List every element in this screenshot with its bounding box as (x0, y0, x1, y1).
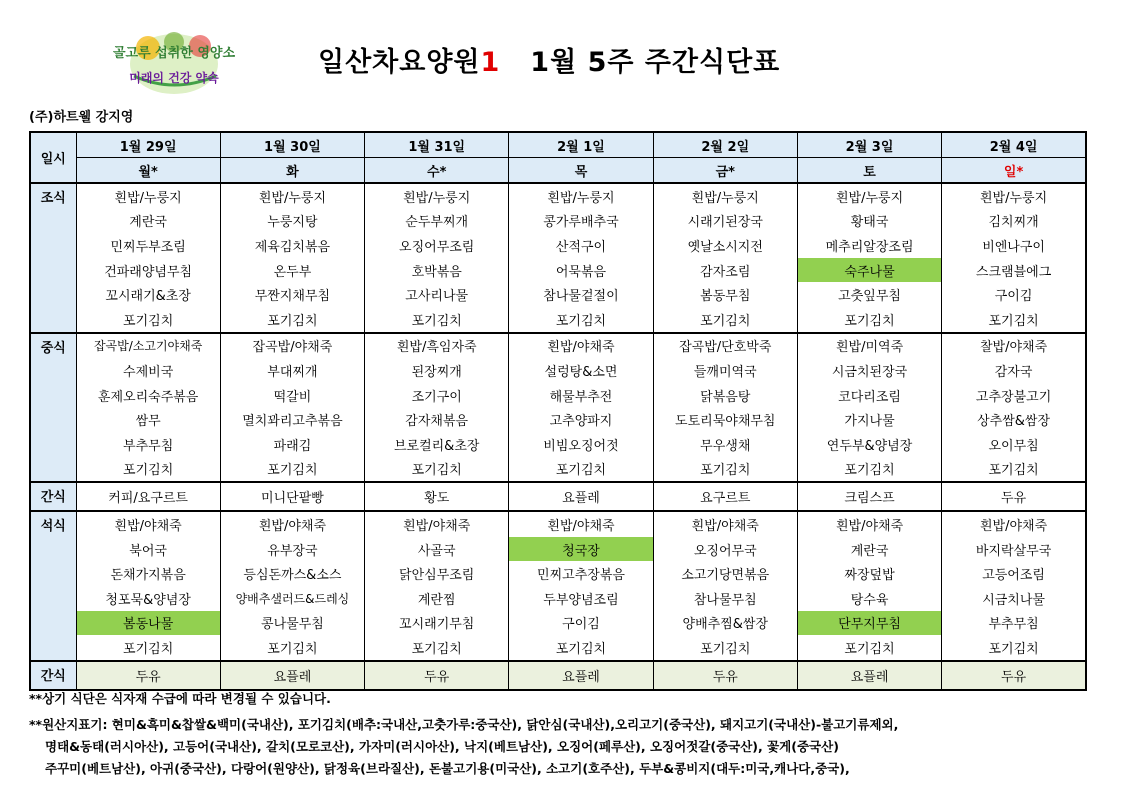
menu-item: 된장찌개 (365, 358, 509, 383)
menu-item: 닭안심무조림 (365, 561, 509, 586)
menu-item: 흰밥/야채죽 (797, 511, 941, 537)
menu-item: 흰밥/야채죽 (76, 511, 220, 537)
menu-item: 포기김치 (797, 457, 941, 483)
breakfast-row (30, 209, 1086, 234)
menu-item: 포기김치 (653, 307, 797, 333)
menu-item: 잡곡밥/단호박죽 (653, 333, 797, 359)
breakfast-row (30, 183, 1086, 209)
menu-item: 흰밥/야채죽 (220, 511, 364, 537)
page-title (318, 40, 780, 79)
menu-item: 돈채가지볶음 (76, 561, 220, 586)
weekday-cell: 수* (365, 158, 509, 184)
menu-item: 꼬시래기&초장 (76, 282, 220, 307)
menu-item: 포기김치 (365, 635, 509, 661)
menu-item: 무짠지채무침 (220, 282, 364, 307)
snack-item: 두유 (76, 661, 220, 690)
lunch-row (30, 358, 1086, 383)
menu-item: 고추장불고기 (942, 383, 1086, 408)
menu-item: 어묵볶음 (509, 258, 653, 283)
date-cell: 2월 4일 (942, 132, 1086, 158)
title-number: 1 (480, 47, 501, 78)
logo-graphic (104, 24, 244, 100)
menu-item: 고사리나물 (365, 282, 509, 307)
menu-item: 감자국 (942, 358, 1086, 383)
note-origin-line-3: 주꾸미(베트남산), 아귀(중국산), 다랑어(원양산), 닭정육(브라질산), 돈불고기용(미국산), 소고기(호주산), 두부&콩비지(대두:미국,캐나다,중국), (45, 761, 850, 776)
menu-item: 떡갈비 (220, 383, 364, 408)
menu-item: 무우생채 (653, 432, 797, 457)
menu-item: 들깨미역국 (653, 358, 797, 383)
menu-item: 포기김치 (76, 635, 220, 661)
snack2-row (30, 661, 1086, 690)
lunch-row (30, 383, 1086, 408)
snack1-label: 간식 (30, 482, 76, 511)
menu-item: 쌈무 (76, 407, 220, 432)
menu-item: 오징어무국 (653, 537, 797, 562)
menu-item: 흰밥/누룽지 (365, 183, 509, 209)
menu-item: 꼬시래기무침 (365, 611, 509, 636)
breakfast-row (30, 258, 1086, 283)
menu-item: 흰밥/누룽지 (797, 183, 941, 209)
dinner-row (30, 611, 1086, 636)
weekday-cell: 토 (797, 158, 941, 184)
menu-item: 잡곡밥/소고기야채죽 (76, 333, 220, 359)
menu-item: 포기김치 (509, 457, 653, 483)
menu-item: 호박볶음 (365, 258, 509, 283)
menu-item: 포기김치 (509, 635, 653, 661)
menu-item: 흰밥/누룽지 (220, 183, 364, 209)
snack2-label: 간식 (30, 661, 76, 690)
menu-item: 콩나물무침 (220, 611, 364, 636)
date-header-row (30, 132, 1086, 158)
menu-item: 흰밥/누룽지 (942, 183, 1086, 209)
menu-item: 제육김치볶음 (220, 233, 364, 258)
menu-item: 메추리알장조림 (797, 233, 941, 258)
menu-item: 포기김치 (942, 457, 1086, 483)
menu-item: 흰밥/야채죽 (365, 511, 509, 537)
menu-item: 감자채볶음 (365, 407, 509, 432)
menu-item: 멸치꽈리고추볶음 (220, 407, 364, 432)
menu-item: 사골국 (365, 537, 509, 562)
menu-item: 콩가루배추국 (509, 209, 653, 234)
weekday-cell: 목 (509, 158, 653, 184)
menu-item: 포기김치 (220, 457, 364, 483)
menu-item: 시래기된장국 (653, 209, 797, 234)
menu-item: 잡곡밥/야채죽 (220, 333, 364, 359)
lunch-row (30, 432, 1086, 457)
menu-item: 계란국 (797, 537, 941, 562)
menu-item: 민찌고추장볶음 (509, 561, 653, 586)
weekday-cell: 금* (653, 158, 797, 184)
menu-item: 고추양파지 (509, 407, 653, 432)
snack1-row (30, 482, 1086, 511)
menu-item: 순두부찌개 (365, 209, 509, 234)
menu-item: 포기김치 (797, 635, 941, 661)
menu-item: 해물부추전 (509, 383, 653, 408)
date-cell: 1월 30일 (220, 132, 364, 158)
menu-item: 포기김치 (365, 457, 509, 483)
menu-item: 민찌두부조림 (76, 233, 220, 258)
menu-item: 시금치나물 (942, 586, 1086, 611)
logo-top-text: 골고루 섭취한 영양소 (112, 46, 236, 61)
snack-item: 황도 (365, 482, 509, 511)
menu-item: 흰밥/야채죽 (942, 511, 1086, 537)
weekday-cell: 화 (220, 158, 364, 184)
menu-item-highlighted: 봄동나물 (76, 611, 220, 636)
menu-item: 양배추찜&쌈장 (653, 611, 797, 636)
menu-item: 비엔나구이 (942, 233, 1086, 258)
menu-item: 계란찜 (365, 586, 509, 611)
snack-item: 요플레 (797, 661, 941, 690)
menu-item: 시금치된장국 (797, 358, 941, 383)
menu-item: 파래김 (220, 432, 364, 457)
note-origin-line-2: 명태&동태(러시아산), 고등어(국내산), 갈치(모로코산), 가자미(러시아산), 낙지(베트남산), 오징어(페루산), 오징어젓갈(중국산), 꽃게(중국산) (45, 739, 839, 754)
header-corner: 일시 (30, 132, 76, 183)
menu-item: 건파래양념무침 (76, 258, 220, 283)
snack-item: 요플레 (220, 661, 364, 690)
menu-item: 포기김치 (76, 307, 220, 333)
menu-item: 등심돈까스&소스 (220, 561, 364, 586)
logo-bottom-text: 미래의 건강 약속 (129, 71, 219, 85)
menu-item: 스크램블에그 (942, 258, 1086, 283)
menu-item: 닭볶음탕 (653, 383, 797, 408)
snack-item: 요구르트 (653, 482, 797, 511)
title-period: 1월 5주 주간식단표 (530, 47, 781, 78)
snack-item: 요플레 (509, 482, 653, 511)
menu-item: 유부장국 (220, 537, 364, 562)
menu-item: 두부양념조림 (509, 586, 653, 611)
note-change-notice: **상기 식단은 식자재 수급에 따라 변경될 수 있습니다. (29, 691, 331, 706)
menu-item: 김치찌개 (942, 209, 1086, 234)
menu-item: 포기김치 (942, 307, 1086, 333)
menu-item: 포기김치 (653, 635, 797, 661)
dinner-row (30, 561, 1086, 586)
weekly-menu-table (29, 131, 1087, 691)
menu-item: 훈제오리숙주볶음 (76, 383, 220, 408)
menu-item: 감자조림 (653, 258, 797, 283)
menu-item: 흰밥/야채죽 (509, 333, 653, 359)
menu-item-highlighted: 청국장 (509, 537, 653, 562)
menu-item: 계란국 (76, 209, 220, 234)
menu-item: 황태국 (797, 209, 941, 234)
menu-item: 부대찌개 (220, 358, 364, 383)
menu-item: 흰밥/누룽지 (509, 183, 653, 209)
snack-item: 크림스프 (797, 482, 941, 511)
menu-item: 브로컬리&초장 (365, 432, 509, 457)
menu-item: 부추무침 (76, 432, 220, 457)
menu-item: 부추무침 (942, 611, 1086, 636)
menu-item: 포기김치 (509, 307, 653, 333)
date-cell: 2월 1일 (509, 132, 653, 158)
menu-item: 포기김치 (797, 307, 941, 333)
breakfast-row (30, 233, 1086, 258)
weekday-cell: 월* (76, 158, 220, 184)
menu-item: 양배추샐러드&드레싱 (220, 586, 364, 611)
menu-item: 포기김치 (653, 457, 797, 483)
snack-item: 미니단팥빵 (220, 482, 364, 511)
menu-item: 오징어무조림 (365, 233, 509, 258)
menu-item: 북어국 (76, 537, 220, 562)
menu-item: 봄동무침 (653, 282, 797, 307)
menu-item: 흰밥/흑임자죽 (365, 333, 509, 359)
company-name: (주)하트웰 강지영 (29, 110, 134, 125)
lunch-row (30, 407, 1086, 432)
menu-item: 찰밥/야채죽 (942, 333, 1086, 359)
menu-item: 바지락살무국 (942, 537, 1086, 562)
date-cell: 2월 3일 (797, 132, 941, 158)
menu-item: 연두부&양념장 (797, 432, 941, 457)
menu-item: 포기김치 (220, 635, 364, 661)
menu-item: 설렁탕&소면 (509, 358, 653, 383)
menu-item: 포기김치 (365, 307, 509, 333)
menu-item: 조기구이 (365, 383, 509, 408)
menu-item: 상추쌈&쌈장 (942, 407, 1086, 432)
menu-item: 구이김 (509, 611, 653, 636)
date-cell: 2월 2일 (653, 132, 797, 158)
snack-item: 두유 (365, 661, 509, 690)
menu-item: 짜장덮밥 (797, 561, 941, 586)
menu-item: 가지나물 (797, 407, 941, 432)
snack-item: 커피/요구르트 (76, 482, 220, 511)
dinner-row (30, 635, 1086, 661)
menu-item: 비빔오징어젓 (509, 432, 653, 457)
menu-item: 포기김치 (76, 457, 220, 483)
date-cell: 1월 31일 (365, 132, 509, 158)
snack-item: 두유 (653, 661, 797, 690)
menu-item: 소고기당면볶음 (653, 561, 797, 586)
menu-item: 참나물겉절이 (509, 282, 653, 307)
breakfast-row (30, 307, 1086, 333)
dinner-row (30, 511, 1086, 537)
breakfast-row (30, 282, 1086, 307)
menu-item-highlighted: 단무지무침 (797, 611, 941, 636)
menu-item: 오이무침 (942, 432, 1086, 457)
menu-item: 포기김치 (220, 307, 364, 333)
menu-item: 흰밥/미역죽 (797, 333, 941, 359)
menu-item: 고춧잎무침 (797, 282, 941, 307)
menu-item: 포기김치 (942, 635, 1086, 661)
menu-item-highlighted: 숙주나물 (797, 258, 941, 283)
lunch-label: 중식 (30, 333, 76, 483)
menu-item: 옛날소시지전 (653, 233, 797, 258)
menu-item: 수제비국 (76, 358, 220, 383)
snack-item: 요플레 (509, 661, 653, 690)
menu-item: 도토리묵야채무침 (653, 407, 797, 432)
menu-item: 흰밥/누룽지 (653, 183, 797, 209)
menu-item: 탕수육 (797, 586, 941, 611)
title-main: 일산차요양원 (318, 47, 481, 78)
note-origin-line-1: **원산지표기: 현미&흑미&찹쌀&백미(국내산), 포기김치(배추:국내산,고춧가루:중국산), 닭안심(국내산),오리고기(중국산), 돼지고기(국내산)-불고기류제외, (29, 717, 899, 732)
menu-item: 청포묵&양념장 (76, 586, 220, 611)
snack-item: 두유 (942, 661, 1086, 690)
dinner-row (30, 537, 1086, 562)
weekday-header-row (30, 158, 1086, 184)
dinner-row (30, 586, 1086, 611)
menu-item: 온두부 (220, 258, 364, 283)
snack-item: 두유 (942, 482, 1086, 511)
lunch-row (30, 333, 1086, 359)
menu-item: 누룽지탕 (220, 209, 364, 234)
menu-item: 코다리조림 (797, 383, 941, 408)
menu-item: 흰밥/야채죽 (509, 511, 653, 537)
weekday-cell-sunday: 일* (942, 158, 1086, 184)
notes-section (29, 687, 898, 781)
menu-item: 고등어조림 (942, 561, 1086, 586)
date-cell: 1월 29일 (76, 132, 220, 158)
menu-item: 구이김 (942, 282, 1086, 307)
breakfast-label: 조식 (30, 183, 76, 333)
lunch-row (30, 457, 1086, 483)
menu-item: 산적구이 (509, 233, 653, 258)
dinner-label: 석식 (30, 511, 76, 661)
menu-item: 흰밥/누룽지 (76, 183, 220, 209)
nutrition-logo (104, 24, 244, 100)
menu-item: 흰밥/야채죽 (653, 511, 797, 537)
menu-item: 참나물무침 (653, 586, 797, 611)
